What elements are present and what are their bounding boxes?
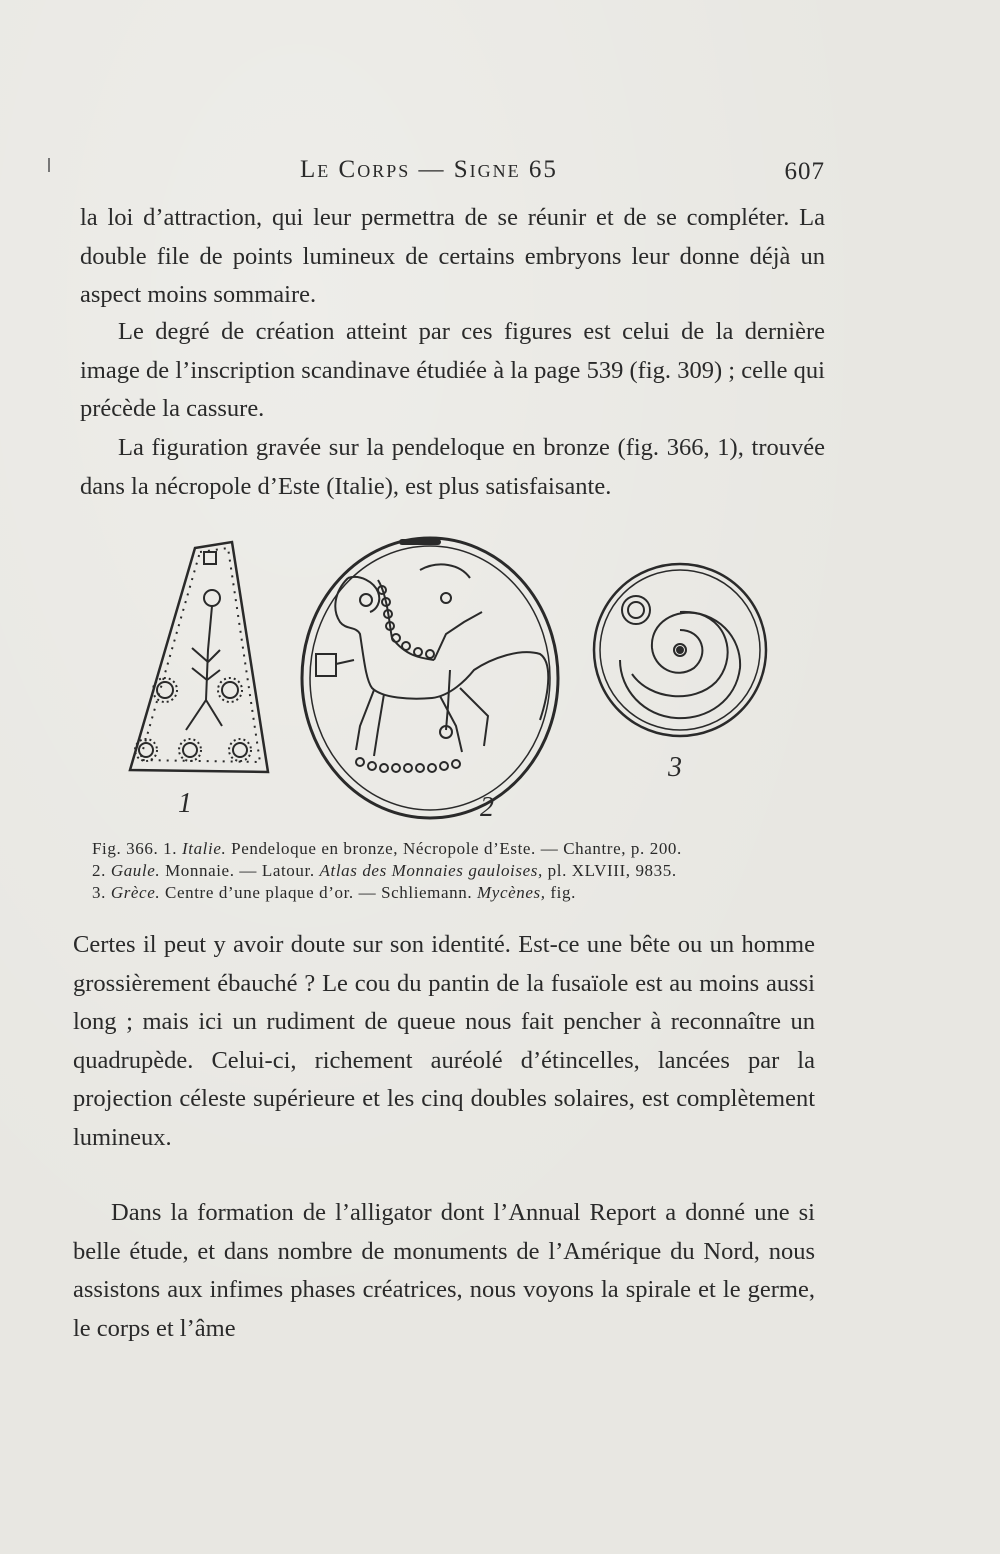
margin-mark — [48, 158, 50, 172]
coin-illustration — [302, 538, 558, 818]
figure-label-3: 3 — [668, 752, 682, 783]
figure-366 — [120, 530, 780, 830]
spiral-disc-illustration — [594, 564, 766, 736]
figure-label-2: 2 — [480, 792, 494, 823]
paragraph-4: Certes il peut y avoir doute sur son identité. Est-ce une bête ou un homme grossièrement ébauché ? Le cou du pantin de la fusaïole est au moins aussi long ; mais ici un rudiment de queue nous fait pencher à reconnaître un quadrupède. Celui-ci, richement auréolé d’étincelles, lancées par la projection céleste supérieure et les cinq doubles solaires, est complètement lumineux. — [73, 931, 815, 1151]
figure-caption — [92, 838, 812, 904]
figure-illustrations — [120, 530, 780, 830]
paragraph-2: Le degré de création atteint par ces figures est celui de la dernière image de l’inscription scandinave étudiée à la page 539 (fig. 309) ; celle qui précède la cassure. — [80, 318, 825, 422]
caption-line-2: 2. Gaule. Monnaie. — Latour. Atlas des Monnaies gauloises, pl. XLVIII, 9835. — [92, 861, 677, 880]
paragraph-3: La figuration gravée sur la pendeloque en bronze (fig. 366, 1), trouvée dans la nécropole d’Este (Italie), est plus satisfaisante. — [80, 434, 825, 500]
paragraph-5: Dans la formation de l’alligator dont l’Annual Report a donné une si belle étude, et dans nombre de monuments de l’Amérique du Nord, nous assistons aux infimes phases créatrices, nous voyons la spirale et le germe, le corps et l’âme — [73, 1199, 815, 1342]
figure-label-1: 1 — [178, 788, 192, 819]
running-head: Le Corps — Signe 65 — [300, 156, 558, 183]
page-number: 607 — [784, 158, 825, 185]
caption-line-1: Fig. 366. 1. Italie. Pendeloque en bronze, Nécropole d’Este. — Chantre, p. 200. — [92, 839, 682, 858]
paragraph-1: la loi d’attraction, qui leur permettra de se réunir et de se compléter. La double file de points lumineux de certains embryons leur donne déjà un aspect moins sommaire. — [80, 204, 825, 308]
page-header — [80, 152, 825, 192]
caption-line-3: 3. Grèce. Centre d’une plaque d’or. — Schliemann. Mycènes, fig. — [92, 883, 576, 902]
pendant-illustration — [130, 542, 268, 772]
